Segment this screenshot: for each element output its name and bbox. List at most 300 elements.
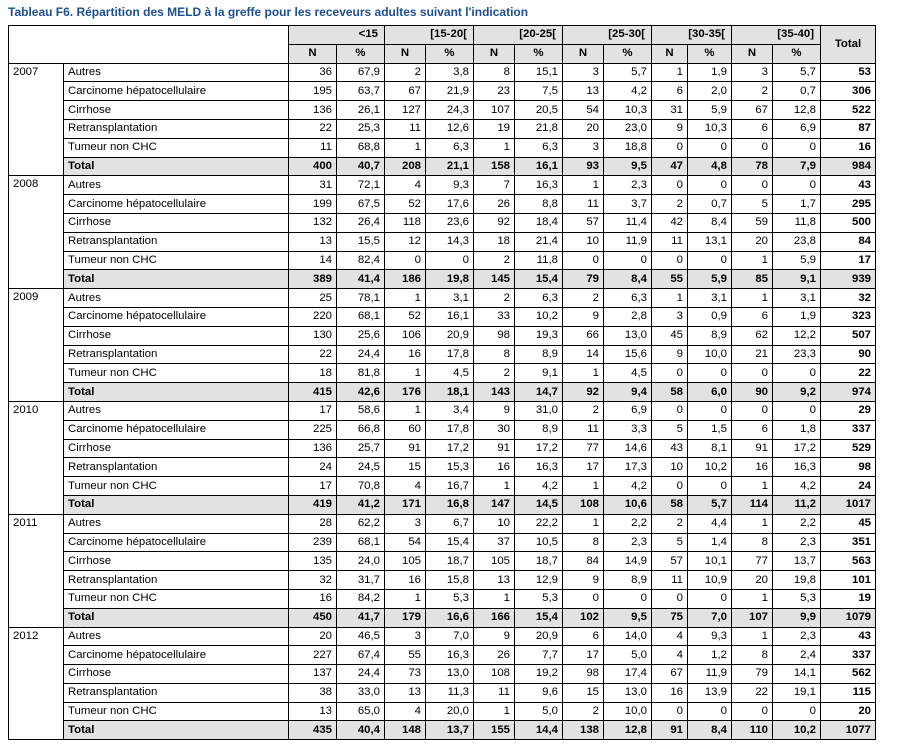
percent-cell: 0 [688, 477, 732, 496]
total-cell: 24 [821, 477, 876, 496]
percent-cell: 3,1 [426, 289, 474, 308]
header-range: <15 [289, 26, 385, 45]
count-cell: 0 [732, 401, 773, 420]
count-cell: 10 [474, 514, 515, 533]
count-cell: 20 [732, 571, 773, 590]
header-n: N [652, 44, 688, 63]
percent-cell: 0 [426, 251, 474, 270]
count-cell: 9 [652, 345, 688, 364]
percent-cell: 6,9 [604, 401, 652, 420]
count-cell: 114 [732, 495, 773, 514]
table-row [9, 176, 876, 195]
indication-cell: Cirrhose [64, 213, 289, 232]
percent-cell: 4,2 [604, 477, 652, 496]
percent-cell: 14,3 [426, 232, 474, 251]
percent-cell: 6,9 [773, 119, 821, 138]
percent-cell: 11,9 [604, 232, 652, 251]
percent-cell: 21,9 [426, 82, 474, 101]
count-cell: 1 [563, 477, 604, 496]
table-row [9, 251, 876, 270]
table-row [9, 101, 876, 120]
header-percent: % [337, 44, 385, 63]
percent-cell: 10,1 [688, 552, 732, 571]
table-row [9, 589, 876, 608]
count-cell: 1 [652, 289, 688, 308]
percent-cell: 16,3 [773, 458, 821, 477]
count-cell: 79 [732, 665, 773, 684]
count-cell: 55 [385, 646, 426, 665]
count-cell: 0 [652, 702, 688, 721]
count-cell: 52 [385, 195, 426, 214]
count-cell: 22 [732, 683, 773, 702]
percent-cell: 31,7 [337, 571, 385, 590]
count-cell: 17 [563, 646, 604, 665]
total-cell: 17 [821, 251, 876, 270]
count-cell: 9 [652, 119, 688, 138]
count-cell: 107 [732, 608, 773, 627]
count-cell: 13 [385, 683, 426, 702]
percent-cell: 3,1 [773, 289, 821, 308]
percent-cell: 3,7 [604, 195, 652, 214]
percent-cell: 10,9 [688, 571, 732, 590]
total-row [9, 495, 876, 514]
percent-cell: 5,9 [773, 251, 821, 270]
count-cell: 16 [474, 458, 515, 477]
table-row [9, 326, 876, 345]
total-cell: 98 [821, 458, 876, 477]
table-row [9, 533, 876, 552]
count-cell: 12 [385, 232, 426, 251]
count-cell: 13 [289, 702, 337, 721]
count-cell: 4 [652, 646, 688, 665]
percent-cell: 25,7 [337, 439, 385, 458]
count-cell: 58 [652, 383, 688, 402]
percent-cell: 31,0 [515, 401, 563, 420]
table-row [9, 477, 876, 496]
percent-cell: 16,1 [426, 307, 474, 326]
count-cell: 450 [289, 608, 337, 627]
percent-cell: 16,7 [426, 477, 474, 496]
percent-cell: 2,0 [688, 82, 732, 101]
total-cell: 29 [821, 401, 876, 420]
year-cell: 2009 [9, 289, 64, 402]
percent-cell: 81,8 [337, 364, 385, 383]
header-range: [15-20[ [385, 26, 474, 45]
indication-cell: Tumeur non CHC [64, 251, 289, 270]
count-cell: 11 [563, 420, 604, 439]
count-cell: 1 [732, 627, 773, 646]
percent-cell: 8,1 [688, 439, 732, 458]
percent-cell: 20,9 [515, 627, 563, 646]
percent-cell: 10,0 [688, 345, 732, 364]
count-cell: 105 [385, 552, 426, 571]
count-cell: 33 [474, 307, 515, 326]
percent-cell: 14,4 [515, 721, 563, 740]
count-cell: 67 [732, 101, 773, 120]
indication-cell: Tumeur non CHC [64, 364, 289, 383]
header-n: N [385, 44, 426, 63]
count-cell: 13 [474, 571, 515, 590]
count-cell: 143 [474, 383, 515, 402]
count-cell: 7 [474, 176, 515, 195]
count-cell: 132 [289, 213, 337, 232]
percent-cell: 6,3 [604, 289, 652, 308]
percent-cell: 5,9 [688, 270, 732, 289]
count-cell: 90 [732, 383, 773, 402]
header-corner [9, 26, 289, 64]
count-cell: 0 [652, 251, 688, 270]
percent-cell: 8,4 [688, 213, 732, 232]
total-cell: 323 [821, 307, 876, 326]
count-cell: 18 [474, 232, 515, 251]
total-cell: 20 [821, 702, 876, 721]
percent-cell: 12,6 [426, 119, 474, 138]
percent-cell: 9,1 [773, 270, 821, 289]
count-cell: 9 [563, 571, 604, 590]
table-row [9, 627, 876, 646]
count-cell: 17 [289, 401, 337, 420]
count-cell: 11 [385, 119, 426, 138]
percent-cell: 68,1 [337, 533, 385, 552]
percent-cell: 0 [773, 364, 821, 383]
count-cell: 16 [385, 345, 426, 364]
table-row [9, 138, 876, 157]
total-cell: 22 [821, 364, 876, 383]
percent-cell: 10,3 [604, 101, 652, 120]
percent-cell: 0 [604, 589, 652, 608]
count-cell: 8 [474, 345, 515, 364]
percent-cell: 8,9 [688, 326, 732, 345]
table-row [9, 289, 876, 308]
count-cell: 84 [563, 552, 604, 571]
percent-cell: 17,2 [773, 439, 821, 458]
count-cell: 147 [474, 495, 515, 514]
percent-cell: 1,7 [773, 195, 821, 214]
table-row [9, 458, 876, 477]
count-cell: 106 [385, 326, 426, 345]
header-n: N [732, 44, 773, 63]
count-cell: 3 [563, 63, 604, 82]
count-cell: 57 [652, 552, 688, 571]
percent-cell: 7,0 [688, 608, 732, 627]
total-cell: 563 [821, 552, 876, 571]
count-cell: 91 [385, 439, 426, 458]
count-cell: 1 [652, 63, 688, 82]
count-cell: 11 [652, 232, 688, 251]
count-cell: 14 [289, 251, 337, 270]
percent-cell: 26,4 [337, 213, 385, 232]
table-row [9, 552, 876, 571]
count-cell: 0 [652, 138, 688, 157]
total-cell: 45 [821, 514, 876, 533]
percent-cell: 82,4 [337, 251, 385, 270]
count-cell: 52 [385, 307, 426, 326]
count-cell: 31 [289, 176, 337, 195]
count-cell: 195 [289, 82, 337, 101]
count-cell: 0 [563, 589, 604, 608]
table-row [9, 195, 876, 214]
total-cell: 16 [821, 138, 876, 157]
count-cell: 17 [563, 458, 604, 477]
indication-cell: Autres [64, 289, 289, 308]
percent-cell: 0 [688, 251, 732, 270]
count-cell: 0 [732, 138, 773, 157]
count-cell: 13 [289, 232, 337, 251]
percent-cell: 18,7 [515, 552, 563, 571]
percent-cell: 15,4 [515, 608, 563, 627]
indication-cell: Autres [64, 627, 289, 646]
percent-cell: 58,6 [337, 401, 385, 420]
total-cell: 32 [821, 289, 876, 308]
indication-cell: Tumeur non CHC [64, 702, 289, 721]
percent-cell: 42,6 [337, 383, 385, 402]
count-cell: 60 [385, 420, 426, 439]
indication-cell: Retransplantation [64, 119, 289, 138]
percent-cell: 8,4 [604, 270, 652, 289]
count-cell: 20 [289, 627, 337, 646]
indication-cell: Autres [64, 63, 289, 82]
percent-cell: 13,0 [604, 326, 652, 345]
count-cell: 47 [652, 157, 688, 176]
total-row [9, 270, 876, 289]
percent-cell: 8,4 [688, 721, 732, 740]
count-cell: 0 [732, 176, 773, 195]
count-cell: 3 [385, 514, 426, 533]
percent-cell: 26,1 [337, 101, 385, 120]
count-cell: 138 [563, 721, 604, 740]
percent-cell: 3,8 [426, 63, 474, 82]
count-cell: 58 [652, 495, 688, 514]
percent-cell: 1,9 [688, 63, 732, 82]
percent-cell: 12,2 [773, 326, 821, 345]
percent-cell: 5,9 [688, 101, 732, 120]
count-cell: 155 [474, 721, 515, 740]
count-cell: 5 [652, 420, 688, 439]
total-cell: 522 [821, 101, 876, 120]
indication-cell: Total [64, 608, 289, 627]
count-cell: 22 [289, 345, 337, 364]
percent-cell: 3,1 [688, 289, 732, 308]
percent-cell: 11,4 [604, 213, 652, 232]
count-cell: 227 [289, 646, 337, 665]
count-cell: 186 [385, 270, 426, 289]
percent-cell: 15,8 [426, 571, 474, 590]
percent-cell: 18,1 [426, 383, 474, 402]
table-row [9, 683, 876, 702]
count-cell: 92 [563, 383, 604, 402]
header-range: [35-40] [732, 26, 821, 45]
count-cell: 16 [385, 571, 426, 590]
percent-cell: 17,8 [426, 420, 474, 439]
percent-cell: 1,4 [688, 533, 732, 552]
indication-cell: Retransplantation [64, 683, 289, 702]
count-cell: 1 [732, 589, 773, 608]
percent-cell: 8,8 [515, 195, 563, 214]
percent-cell: 17,2 [515, 439, 563, 458]
indication-cell: Cirrhose [64, 439, 289, 458]
percent-cell: 11,2 [773, 495, 821, 514]
percent-cell: 14,5 [515, 495, 563, 514]
percent-cell: 19,2 [515, 665, 563, 684]
header-percent: % [604, 44, 652, 63]
percent-cell: 9,9 [773, 608, 821, 627]
count-cell: 11 [289, 138, 337, 157]
indication-cell: Total [64, 157, 289, 176]
count-cell: 1 [474, 589, 515, 608]
count-cell: 145 [474, 270, 515, 289]
percent-cell: 11,9 [688, 665, 732, 684]
count-cell: 67 [385, 82, 426, 101]
percent-cell: 4,2 [515, 477, 563, 496]
indication-cell: Tumeur non CHC [64, 589, 289, 608]
total-cell: 507 [821, 326, 876, 345]
percent-cell: 1,8 [773, 420, 821, 439]
percent-cell: 10,2 [688, 458, 732, 477]
count-cell: 2 [732, 82, 773, 101]
percent-cell: 18,7 [426, 552, 474, 571]
count-cell: 30 [474, 420, 515, 439]
percent-cell: 14,7 [515, 383, 563, 402]
total-cell: 984 [821, 157, 876, 176]
total-cell: 974 [821, 383, 876, 402]
count-cell: 4 [385, 176, 426, 195]
table-row [9, 364, 876, 383]
count-cell: 98 [474, 326, 515, 345]
total-cell: 19 [821, 589, 876, 608]
percent-cell: 15,6 [604, 345, 652, 364]
total-cell: 43 [821, 176, 876, 195]
count-cell: 73 [385, 665, 426, 684]
percent-cell: 62,2 [337, 514, 385, 533]
count-cell: 24 [289, 458, 337, 477]
count-cell: 6 [732, 119, 773, 138]
count-cell: 0 [563, 251, 604, 270]
header-total: Total [821, 26, 876, 64]
table-row [9, 401, 876, 420]
percent-cell: 8,9 [604, 571, 652, 590]
percent-cell: 16,8 [426, 495, 474, 514]
header-range: [30-35[ [652, 26, 732, 45]
percent-cell: 0,7 [688, 195, 732, 214]
count-cell: 1 [474, 138, 515, 157]
count-cell: 1 [563, 514, 604, 533]
count-cell: 5 [732, 195, 773, 214]
count-cell: 67 [652, 665, 688, 684]
percent-cell: 2,3 [604, 176, 652, 195]
count-cell: 148 [385, 721, 426, 740]
count-cell: 239 [289, 533, 337, 552]
percent-cell: 21,4 [515, 232, 563, 251]
header-range: [25-30[ [563, 26, 652, 45]
percent-cell: 10,0 [604, 702, 652, 721]
percent-cell: 10,3 [688, 119, 732, 138]
count-cell: 6 [732, 420, 773, 439]
indication-cell: Retransplantation [64, 458, 289, 477]
percent-cell: 22,2 [515, 514, 563, 533]
count-cell: 16 [732, 458, 773, 477]
count-cell: 2 [474, 289, 515, 308]
count-cell: 5 [652, 533, 688, 552]
count-cell: 108 [474, 665, 515, 684]
percent-cell: 17,4 [604, 665, 652, 684]
count-cell: 20 [732, 232, 773, 251]
percent-cell: 7,7 [515, 646, 563, 665]
count-cell: 11 [563, 195, 604, 214]
count-cell: 45 [652, 326, 688, 345]
indication-cell: Cirrhose [64, 326, 289, 345]
percent-cell: 0,7 [773, 82, 821, 101]
year-cell: 2008 [9, 176, 64, 289]
indication-cell: Tumeur non CHC [64, 477, 289, 496]
percent-cell: 6,3 [515, 138, 563, 157]
count-cell: 1 [732, 514, 773, 533]
total-cell: 84 [821, 232, 876, 251]
percent-cell: 6,7 [426, 514, 474, 533]
percent-cell: 0 [688, 364, 732, 383]
year-cell: 2010 [9, 401, 64, 514]
year-cell: 2007 [9, 63, 64, 176]
count-cell: 15 [385, 458, 426, 477]
count-cell: 136 [289, 101, 337, 120]
count-cell: 1 [732, 251, 773, 270]
count-cell: 79 [563, 270, 604, 289]
percent-cell: 9,1 [515, 364, 563, 383]
percent-cell: 7,5 [515, 82, 563, 101]
percent-cell: 67,4 [337, 646, 385, 665]
total-cell: 529 [821, 439, 876, 458]
count-cell: 107 [474, 101, 515, 120]
percent-cell: 19,3 [515, 326, 563, 345]
count-cell: 9 [474, 401, 515, 420]
count-cell: 91 [652, 721, 688, 740]
percent-cell: 15,3 [426, 458, 474, 477]
total-cell: 1077 [821, 721, 876, 740]
count-cell: 22 [289, 119, 337, 138]
count-cell: 59 [732, 213, 773, 232]
table-row [9, 646, 876, 665]
percent-cell: 46,5 [337, 627, 385, 646]
percent-cell: 24,3 [426, 101, 474, 120]
count-cell: 1 [385, 401, 426, 420]
percent-cell: 72,1 [337, 176, 385, 195]
percent-cell: 20,5 [515, 101, 563, 120]
percent-cell: 0 [688, 702, 732, 721]
percent-cell: 13,0 [604, 683, 652, 702]
year-cell: 2012 [9, 627, 64, 740]
count-cell: 77 [732, 552, 773, 571]
count-cell: 0 [652, 589, 688, 608]
count-cell: 55 [652, 270, 688, 289]
indication-cell: Carcinome hépatocellulaire [64, 646, 289, 665]
percent-cell: 10,2 [773, 721, 821, 740]
count-cell: 62 [732, 326, 773, 345]
header-n: N [563, 44, 604, 63]
total-row [9, 383, 876, 402]
count-cell: 415 [289, 383, 337, 402]
percent-cell: 8,9 [515, 420, 563, 439]
percent-cell: 18,4 [515, 213, 563, 232]
count-cell: 15 [563, 683, 604, 702]
percent-cell: 65,0 [337, 702, 385, 721]
count-cell: 25 [289, 289, 337, 308]
percent-cell: 0 [688, 138, 732, 157]
percent-cell: 23,8 [773, 232, 821, 251]
percent-cell: 15,1 [515, 63, 563, 82]
count-cell: 220 [289, 307, 337, 326]
count-cell: 85 [732, 270, 773, 289]
percent-cell: 20,0 [426, 702, 474, 721]
count-cell: 78 [732, 157, 773, 176]
